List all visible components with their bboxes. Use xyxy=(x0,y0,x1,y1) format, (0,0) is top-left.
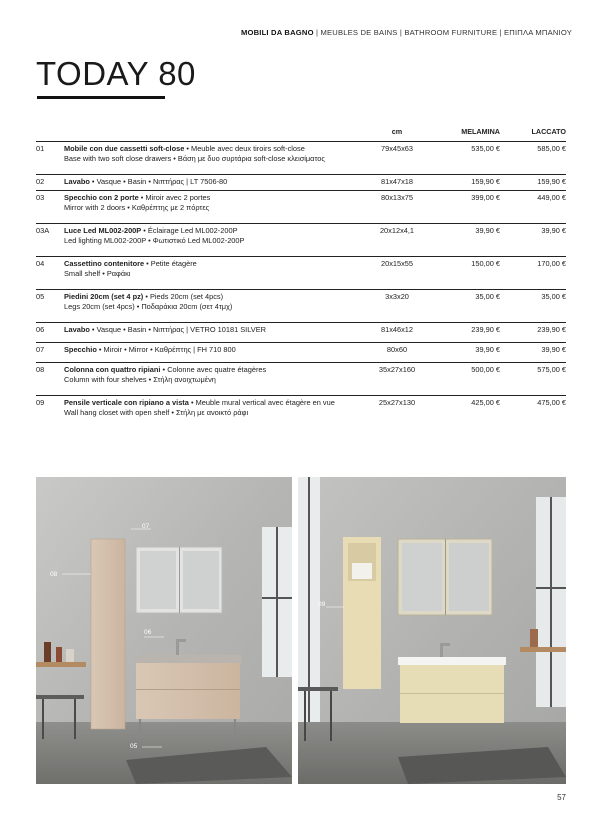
item-description xyxy=(64,323,354,343)
table-row xyxy=(36,175,566,191)
item-dimensions: 3x3x20 xyxy=(354,290,440,323)
item-code: 06 xyxy=(36,323,64,343)
item-name: Pensile verticale con ripiano a vista xyxy=(64,398,189,407)
item-dimensions: 81x47x18 xyxy=(354,175,440,191)
item-dimensions: 80x60 xyxy=(354,343,440,363)
item-price-laccato: 475,00 € xyxy=(506,396,566,429)
item-code: 03A xyxy=(36,224,64,257)
callout-label: 09 xyxy=(318,601,326,608)
callout-label: 06 xyxy=(144,629,152,636)
item-price-laccato: 585,00 € xyxy=(506,142,566,175)
item-name: Specchio con 2 porte xyxy=(64,193,139,202)
product-photo-right xyxy=(298,477,566,784)
item-price-melamina: 500,00 € xyxy=(440,363,506,396)
item-dimensions: 81x46x12 xyxy=(354,323,440,343)
item-translations: • Miroir avec 2 portes xyxy=(138,193,211,202)
item-price-melamina: 150,00 € xyxy=(440,257,506,290)
item-dimensions: 80x13x75 xyxy=(354,191,440,224)
item-code: 01 xyxy=(36,142,64,175)
item-description-line2: Base with two soft close drawers • Βάση με δυο συρτάρια soft-close κλεισίματος xyxy=(64,154,325,163)
item-name: Lavabo xyxy=(64,325,90,334)
item-dimensions: 20x12x4,1 xyxy=(354,224,440,257)
table-row xyxy=(36,290,566,323)
item-price-melamina: 39,90 € xyxy=(440,224,506,257)
item-description xyxy=(64,224,354,257)
item-dimensions: 35x27x160 xyxy=(354,363,440,396)
item-price-melamina: 399,00 € xyxy=(440,191,506,224)
header-category-rest: | MEUBLES DE BAINS | BATHROOM FURNITURE | ΕΠΙΠΛΑ ΜΠΑΝΙΟΥ xyxy=(313,28,572,37)
table-row xyxy=(36,257,566,290)
item-translations: • Meuble mural vertical avec étagère en vue xyxy=(188,398,335,407)
price-list-table xyxy=(36,127,566,429)
item-price-melamina: 159,90 € xyxy=(440,175,506,191)
item-dimensions: 20x15x55 xyxy=(354,257,440,290)
item-name: Colonna con quattro ripiani xyxy=(64,365,161,374)
item-description-line2: Mirror with 2 doors • Καθρέπτης με 2 πόρτες xyxy=(64,203,210,212)
table-row xyxy=(36,191,566,224)
item-translations: • Pieds 20cm (set 4pcs) xyxy=(143,292,224,301)
product-photo-left xyxy=(36,477,292,784)
callout-label: 05 xyxy=(130,743,138,750)
col-desc-header xyxy=(64,127,354,142)
item-price-laccato: 35,00 € xyxy=(506,290,566,323)
item-name: Lavabo xyxy=(64,177,90,186)
item-price-melamina: 425,00 € xyxy=(440,396,506,429)
col-dimensions-header: cm xyxy=(354,127,440,142)
table-row xyxy=(36,343,566,363)
bathroom-scene-right xyxy=(298,477,566,784)
table-row xyxy=(36,142,566,175)
item-translations: • Miroir • Mirror • Καθρέπτης | FH 710 800 xyxy=(96,345,236,354)
bathroom-scene-left xyxy=(36,477,292,784)
item-description-line2: Column with four shelves • Στήλη ανοιχτωμένη xyxy=(64,375,216,384)
item-price-melamina: 535,00 € xyxy=(440,142,506,175)
item-code: 03 xyxy=(36,191,64,224)
item-name: Luce Led ML002-200P xyxy=(64,226,142,235)
item-code: 04 xyxy=(36,257,64,290)
item-translations: • Vasque • Basin • Νιπτήρας | VETRO 10181 SILVER xyxy=(89,325,266,334)
table-row xyxy=(36,396,566,429)
item-name: Cassettino contenitore xyxy=(64,259,145,268)
table-header-row xyxy=(36,127,566,142)
item-code: 02 xyxy=(36,175,64,191)
item-description xyxy=(64,142,354,175)
table-row xyxy=(36,224,566,257)
item-description xyxy=(64,396,354,429)
item-description-line2: Small shelf • Ραφάκι xyxy=(64,269,131,278)
callout-label: 07 xyxy=(142,523,150,530)
item-name: Piedini 20cm (set 4 pz) xyxy=(64,292,144,301)
item-price-melamina: 35,00 € xyxy=(440,290,506,323)
item-price-laccato: 159,90 € xyxy=(506,175,566,191)
item-description xyxy=(64,363,354,396)
item-code: 08 xyxy=(36,363,64,396)
item-dimensions: 79x45x63 xyxy=(354,142,440,175)
item-translations: • Colonne avec quatre étagères xyxy=(160,365,267,374)
page-header xyxy=(241,28,572,37)
item-price-melamina: 239,90 € xyxy=(440,323,506,343)
item-translations: • Vasque • Basin • Νιπτήρας | LT 7506-80 xyxy=(89,177,228,186)
item-description xyxy=(64,257,354,290)
table-row xyxy=(36,363,566,396)
item-price-laccato: 449,00 € xyxy=(506,191,566,224)
header-category-bold: MOBILI DA BAGNO xyxy=(240,28,314,37)
item-code: 05 xyxy=(36,290,64,323)
item-description-line2: Led lighting ML002-200P • Φωτιστικό Led ML002-200P xyxy=(64,236,245,245)
item-description xyxy=(64,175,354,191)
item-price-laccato: 39,90 € xyxy=(506,224,566,257)
col-laccato-header: LACCATO xyxy=(506,127,566,142)
item-description xyxy=(64,191,354,224)
item-translations: • Petite étagère xyxy=(144,259,197,268)
item-translations: • Éclairage Led ML002-200P xyxy=(141,226,238,235)
item-code: 07 xyxy=(36,343,64,363)
item-price-melamina: 39,90 € xyxy=(440,343,506,363)
item-description xyxy=(64,343,354,363)
page-number: 57 xyxy=(557,793,566,802)
col-melamina-header: MELAMINA xyxy=(440,127,506,142)
col-code-header xyxy=(36,127,64,142)
item-code: 09 xyxy=(36,396,64,429)
item-price-laccato: 39,90 € xyxy=(506,343,566,363)
item-name: Mobile con due cassetti soft-close xyxy=(64,144,185,153)
item-dimensions: 25x27x130 xyxy=(354,396,440,429)
page-title: TODAY 80 xyxy=(36,55,196,92)
item-price-laccato: 575,00 € xyxy=(506,363,566,396)
table-row xyxy=(36,323,566,343)
item-name: Specchio xyxy=(64,345,97,354)
title-underline xyxy=(37,96,165,99)
item-description-line2: Wall hang closet with open shelf • Στήλη με ανοικτό ράφι xyxy=(64,408,249,417)
item-price-laccato: 170,00 € xyxy=(506,257,566,290)
item-price-laccato: 239,90 € xyxy=(506,323,566,343)
item-description xyxy=(64,290,354,323)
callout-label: 08 xyxy=(50,571,58,578)
item-description-line2: Legs 20cm (set 4pcs) • Ποδαράκια 20cm (σετ 4τμχ) xyxy=(64,302,233,311)
item-translations: • Meuble avec deux tiroirs soft-close xyxy=(184,144,305,153)
